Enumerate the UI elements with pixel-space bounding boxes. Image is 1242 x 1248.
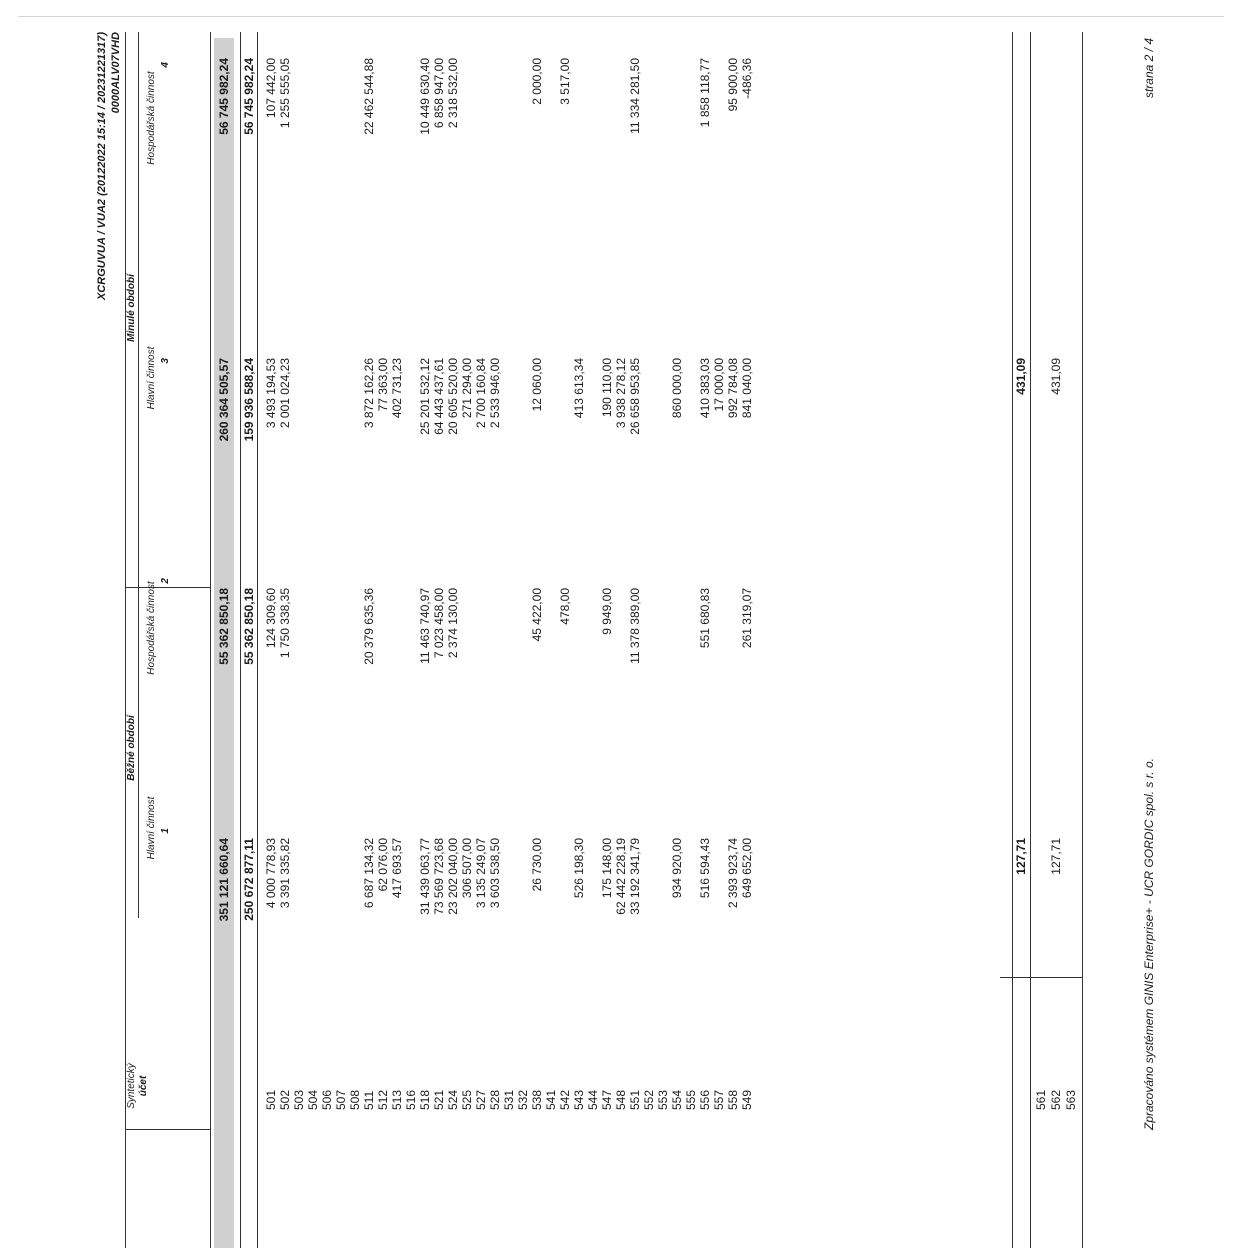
table-cell-c1: 3 391 335,82 (278, 838, 292, 909)
class56-rule-bottom (1030, 32, 1031, 1248)
col2-number: 2 (160, 578, 171, 584)
col3-number: 3 (160, 358, 171, 364)
table-cell-c3: 992 784,08 (726, 358, 740, 419)
class5-col1: 250 672 877,11 (242, 838, 256, 921)
table-cell-c1: 62 442 228,19 (614, 838, 628, 915)
table-cell-c3: 25 201 532,12 (418, 358, 432, 435)
table-cell-c2: 124 309,60 (264, 588, 278, 649)
table-cell-c3: 26 658 953,85 (628, 358, 642, 435)
account-number: 528 (488, 1089, 502, 1110)
class5-rule-top (240, 32, 241, 1248)
account-number: 558 (726, 1089, 740, 1110)
table-cell-c4: 10 449 630,40 (418, 58, 432, 135)
table-cell-c1: 934 920,00 (670, 838, 684, 899)
col4-header: Hospodářská činnost (146, 71, 157, 165)
table-cell-c3: 2 700 160,84 (474, 358, 488, 429)
table-cell-c3: 190 110,00 (600, 358, 614, 418)
account-number: 543 (572, 1089, 586, 1110)
table-cell-c4: 22 462 544,88 (362, 58, 376, 135)
account-number: 531 (502, 1089, 516, 1110)
account-number: 541 (544, 1089, 558, 1110)
account-number: 544 (586, 1089, 600, 1110)
table-cell-c4: -486,36 (740, 58, 754, 99)
table-cell-c2: 551 680,83 (698, 588, 712, 649)
table-cell-c1: 526 198,30 (572, 838, 586, 899)
table-cell-c3: 413 613,34 (572, 358, 586, 419)
table-cell-c3: 2 001 024,23 (278, 358, 292, 429)
account-number: 563 (1064, 1089, 1078, 1110)
col4-number: 4 (160, 62, 171, 68)
table-cell-c2: 7 023 458,00 (432, 588, 446, 659)
table-cell-c4: 1 858 118,77 (698, 58, 712, 128)
table-cell-c2: 11 378 389,00 (628, 588, 642, 664)
current-period-header: Běžné období (126, 715, 137, 781)
account-number: 502 (278, 1089, 292, 1110)
table-cell-c1: 516 594,43 (698, 838, 712, 899)
account-number: 507 (334, 1089, 348, 1110)
table-cell-c3: 64 443 437,61 (432, 358, 446, 435)
account-number: 521 (432, 1089, 446, 1110)
table-cell-c1: 649 652,00 (740, 838, 754, 899)
account-number: 549 (740, 1089, 754, 1110)
table-bottom-rule (1082, 32, 1083, 1248)
table-cell-c2: 478,00 (558, 588, 572, 625)
table-cell-c3: 3 938 278,12 (614, 358, 628, 429)
page-number: strana 2 / 4 (1142, 38, 1156, 99)
account-number: 542 (558, 1089, 572, 1110)
table-cell-c1: 33 192 341,79 (628, 838, 642, 915)
table-cell-c1: 2 393 923,74 (726, 838, 740, 909)
col1-number: 1 (160, 828, 171, 834)
account-number: 538 (530, 1089, 544, 1110)
total-col3: 260 364 505,57 (217, 358, 231, 442)
account-number: 547 (600, 1089, 614, 1110)
table-cell-c3: 2 533 946,00 (488, 358, 502, 429)
table-cell-c2: 45 422,00 (530, 588, 544, 642)
class5-col4: 56 745 982,24 (242, 58, 256, 135)
table-cell-c1: 6 687 134,32 (362, 838, 376, 909)
document-code: 0000ALV07VHD (110, 32, 122, 114)
col3-header: Hlavní činnost (146, 346, 157, 410)
table-cell-c1: 26 730,00 (530, 838, 544, 892)
account-header-2: účet (138, 1075, 149, 1097)
account-number: 516 (404, 1089, 418, 1110)
class56-divider (1000, 977, 1082, 978)
account-number: 553 (656, 1089, 670, 1110)
table-cell-c3: 20 605 520,00 (446, 358, 460, 435)
table-cell-c4: 6 858 947,00 (432, 58, 446, 129)
table-cell-c4: 2 000,00 (530, 58, 544, 105)
previous-period-header: Minulé období (126, 274, 137, 342)
account-number: 518 (418, 1089, 432, 1110)
total-col2: 55 362 850,18 (217, 588, 231, 665)
account-number: 532 (516, 1089, 530, 1110)
table-cell-c2: 1 750 338,35 (278, 588, 292, 659)
table-cell-c3: 17 000,00 (712, 358, 726, 412)
period-rule (138, 32, 139, 918)
table-cell-c2: 20 379 635,36 (362, 588, 376, 665)
account-number: 503 (292, 1089, 306, 1110)
table-cell-c4: 2 318 532,00 (446, 58, 460, 129)
table-cell-c1: 3 603 538,50 (488, 838, 502, 909)
table-cell-c3: 841 040,00 (740, 358, 754, 419)
table-cell-c4: 1 255 555,05 (278, 58, 292, 129)
account-number: 504 (306, 1089, 320, 1110)
table-cell-c2: 261 319,07 (740, 588, 754, 649)
account-number: 552 (642, 1089, 656, 1110)
table-cell-c3: 3 872 162,26 (362, 358, 376, 429)
class5-col3: 159 936 588,24 (242, 358, 256, 442)
account-number: 555 (684, 1089, 698, 1110)
table-cell-c3: 860 000,00 (670, 358, 684, 419)
account-number: 556 (698, 1089, 712, 1110)
account-number: 513 (390, 1089, 404, 1110)
table-cell-c1: 4 000 778,93 (264, 838, 278, 909)
table-cell-c2: 2 374 130,00 (446, 588, 460, 659)
total-col1: 351 121 660,64 (217, 838, 231, 922)
account-number: 512 (376, 1089, 390, 1110)
table-cell-c1: 417 693,57 (390, 838, 404, 899)
account-number: 524 (446, 1089, 460, 1110)
table-cell-c1: 3 135 249,07 (474, 838, 488, 909)
table-cell-c1: 31 439 063,77 (418, 838, 432, 915)
table-cell-c3: 3 493 194,53 (264, 358, 278, 429)
account-number: 557 (712, 1089, 726, 1110)
document-id: XCRGUVUA / VUA2 (20122022 15:14 / 20231221317) (96, 32, 108, 301)
table-cell-c1: 306 507,00 (460, 838, 474, 899)
header-rule-bottom (210, 32, 211, 1248)
table-cell-c1: 62 076,00 (376, 838, 390, 892)
account-number: 508 (348, 1089, 362, 1110)
table-cell-c4: 95 900,00 (726, 58, 740, 112)
account-column-rule (125, 1129, 210, 1130)
account-header-1: Syntetický (126, 1063, 137, 1109)
account-number: 525 (460, 1089, 474, 1110)
account-number: 561 (1034, 1089, 1048, 1110)
table-cell-c1: 23 202 040,00 (446, 838, 460, 915)
table-cell-c2: 11 463 740,97 (418, 588, 432, 664)
account-number: 511 (362, 1090, 376, 1110)
col1-header: Hlavní činnost (146, 796, 157, 860)
account-number: 551 (628, 1089, 642, 1110)
table-cell-c3: 402 731,23 (390, 358, 404, 419)
table-cell-c4: 107 442,00 (264, 58, 278, 119)
class5-rule-bottom (257, 32, 258, 1248)
class56-rule-top (1012, 32, 1013, 1248)
table-cell-c3: 77 363,00 (376, 358, 390, 412)
col2-header: Hospodářská činnost (146, 581, 157, 675)
footer-system-note: Zpracováno systémem GINIS Enterprise+ - UCR GORDIC spol. s r. o. (1142, 758, 1156, 1130)
total-col4: 56 745 982,24 (217, 58, 231, 135)
table-cell-c2: 9 949,00 (600, 588, 614, 635)
table-cell-c1: 175 148,00 (600, 838, 614, 899)
table-cell-c3: 431,09 (1049, 358, 1063, 395)
account-number: 506 (320, 1089, 334, 1110)
table-cell-c3: 410 383,03 (698, 358, 712, 419)
account-number: 548 (614, 1089, 628, 1110)
account-number: 527 (474, 1089, 488, 1110)
class56-col3: 431,09 (1014, 358, 1028, 395)
class56-col1: 127,71 (1014, 838, 1028, 875)
class5-col2: 55 362 850,18 (242, 588, 256, 665)
table-cell-c1: 127,71 (1049, 838, 1063, 875)
table-cell-c4: 3 517,00 (558, 58, 572, 105)
table-cell-c1: 73 569 723,68 (432, 838, 446, 915)
table-cell-c3: 271 294,00 (460, 358, 474, 419)
account-number: 501 (264, 1089, 278, 1110)
account-number: 562 (1049, 1089, 1063, 1110)
account-number: 554 (670, 1089, 684, 1110)
table-cell-c4: 11 334 281,50 (628, 58, 642, 134)
table-cell-c3: 12 060,00 (530, 358, 544, 412)
